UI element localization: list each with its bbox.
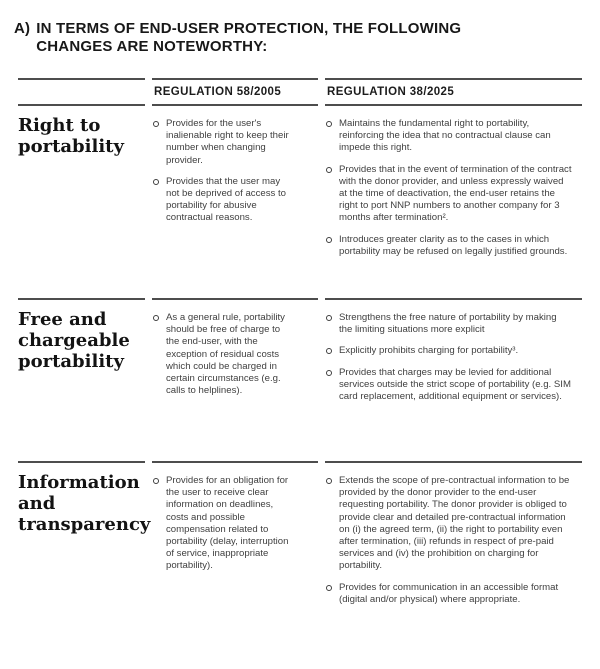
- row-label-free-and-chargeable-portability: Free and chargeable portability: [18, 298, 145, 461]
- comparison-table: [18, 78, 582, 647]
- bullet-item: [325, 118, 572, 155]
- bullet-icon: [326, 370, 332, 376]
- bullet-icon: [153, 179, 159, 185]
- bullet-icon: [153, 315, 159, 321]
- bullet-text: Extends the scope of pre-contractual information to be provided by the donor provider to the end-user requesting portability. The donor provider is obliged to provide clear and detailed pre-contractual information on (i) the agreed term, (ii) the right to portability even after termination, (iii) refunds in respect of pre-paid services and (iv) the prohibition on charging for portability.: [339, 475, 570, 572]
- bullet-text: Provides that charges may be levied for additional services outside the strict scope of portability (e.g. SIM card replacement, additional equipment or services).: [339, 366, 571, 403]
- column-header-regulation-58-2005: REGULATION 58/2005: [152, 78, 318, 106]
- row-label-right-to-portability: Right to portability: [18, 115, 124, 157]
- cell-information-transparency-reg-38-2025: [325, 461, 582, 647]
- table-corner-cell: [18, 78, 145, 106]
- bullet-icon: [153, 121, 159, 127]
- bullet-item: [325, 234, 572, 258]
- bullet-item: [325, 475, 572, 573]
- row-label-information-and-transparency: Information and transparency: [18, 461, 145, 647]
- bullet-item: [152, 312, 296, 397]
- bullet-text: Maintains the fundamental right to portability, reinforcing the idea that no contractual clause can impede this right.: [339, 118, 551, 154]
- bullet-text: Provides that in the event of termination of the contract with the donor provider, and unless expressly waived at the time of deactivation, the end-user retains the right to port NNP numbers to another company for 3 months after termination².: [339, 163, 572, 224]
- bullet-item: [325, 164, 572, 225]
- bullet-icon: [153, 478, 159, 484]
- bullet-item: [325, 582, 572, 606]
- bullet-icon: [326, 315, 332, 321]
- bullet-icon: [326, 585, 332, 591]
- bullet-text: Provides that the user may not be deprived of access to portability for abusive contractual reasons.: [166, 175, 286, 224]
- section-title: [14, 20, 600, 56]
- cell-free-chargeable-reg-58-2005: [152, 298, 318, 461]
- section-marker: A): [14, 20, 31, 37]
- cell-right-to-portability-reg-58-2005: [152, 106, 318, 298]
- bullet-text: Provides for the user's inalienable right to keep their number when changing provider.: [166, 118, 289, 166]
- bullet-icon: [326, 121, 332, 127]
- section-title-text: IN TERMS OF END-USER PROTECTION, THE FOLLOWING CHANGES ARE NOTEWORTHY:: [36, 20, 462, 55]
- bullet-item: [152, 118, 296, 167]
- bullet-item: [152, 176, 296, 225]
- bullet-item: [325, 345, 572, 357]
- cell-free-chargeable-reg-38-2025: [325, 298, 582, 461]
- bullet-text: Provides for an obligation for the user to receive clear information on deadlines, costs and possible compensation related to portability (delay, interruption of service, inappropriate portability).: [166, 475, 289, 572]
- bullet-icon: [326, 478, 332, 484]
- cell-information-transparency-reg-58-2005: [152, 461, 318, 647]
- bullet-text: Explicitly prohibits charging for portability³.: [339, 345, 519, 357]
- cell-right-to-portability-reg-38-2025: [325, 106, 582, 298]
- bullet-text: Provides for communication in an accessible format (digital and/or physical) where appropriate.: [339, 581, 559, 605]
- bullet-item: [325, 312, 572, 336]
- bullet-icon: [326, 237, 332, 243]
- bullet-item: [325, 367, 572, 404]
- bullet-icon: [326, 167, 332, 173]
- bullet-text: As a general rule, portability should be free of charge to the end-user, with the exception of residual costs which could be charged in certain circumstances (e.g. calls to helplines).: [166, 312, 285, 397]
- bullet-text: Strengthens the free nature of portability by making the limiting situations more explicit: [339, 312, 557, 336]
- column-header-regulation-38-2025: REGULATION 38/2025: [325, 78, 582, 106]
- bullet-text: Introduces greater clarity as to the cases in which portability may be refused on legally justified grounds.: [339, 233, 568, 257]
- bullet-item: [152, 475, 296, 573]
- bullet-icon: [326, 348, 332, 354]
